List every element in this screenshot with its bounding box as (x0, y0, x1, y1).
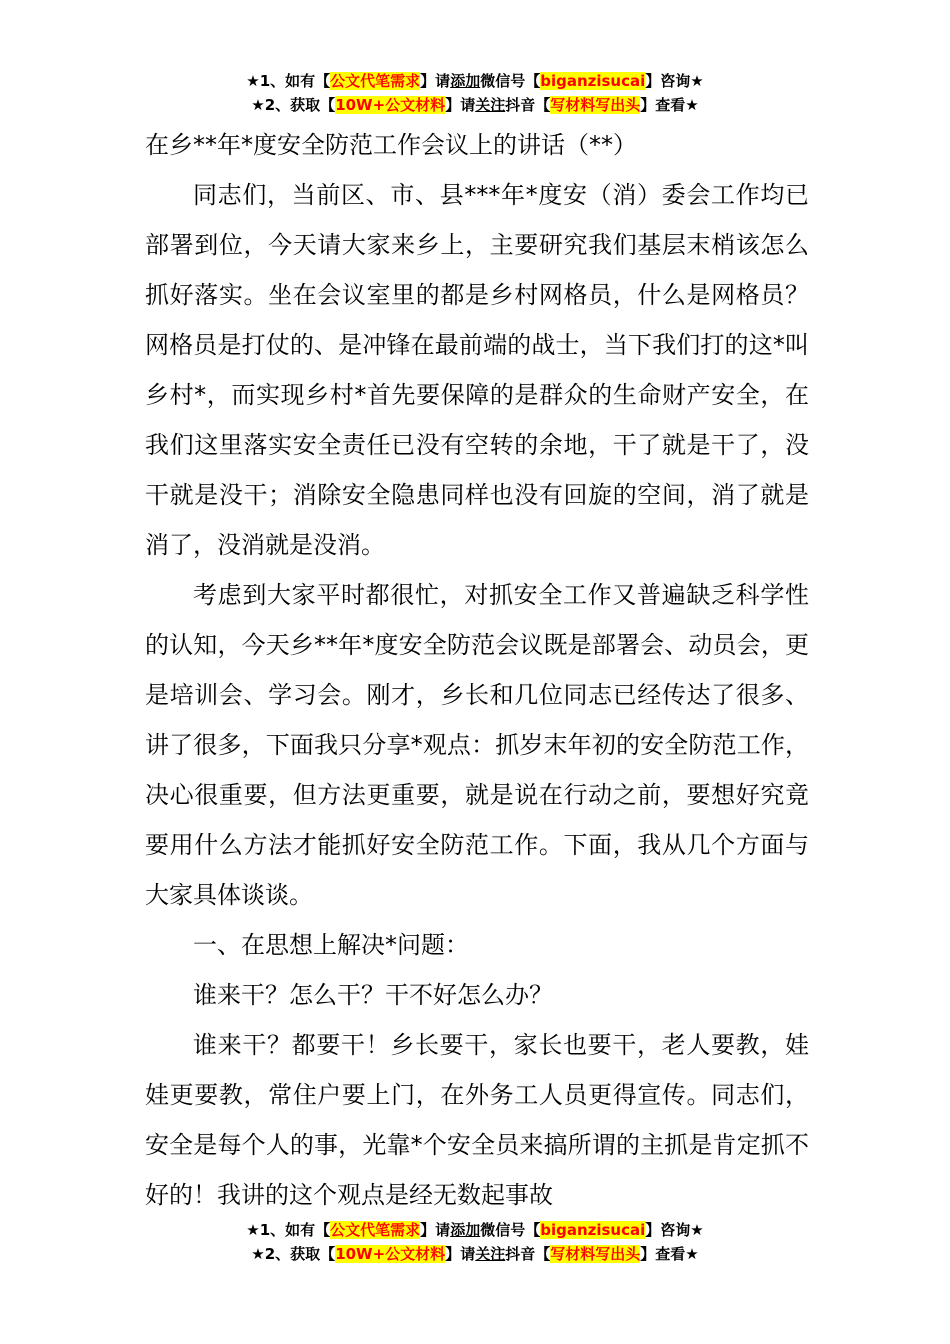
document-title: 在乡**年*度安全防范工作会议上的讲话（**） (145, 131, 637, 159)
paragraph: 谁来干？怎么干？干不好怎么办？ (193, 981, 553, 1009)
paragraph: 考虑到大家平时都很忙，对抓安全工作又普遍缺乏科学性的认知，今天乡**年*度安全防范会议既是部署会、动员会，更是培训会、学习会。刚才，乡长和几位同志已经传达了很多、讲了很多，下面我只分享*观点：抓岁末年初的安全防范工作，决心很重要，但方法更重要，就是说在行动之前，要想好究竟要用什么方法才能抓好安全防范工作。下面，我从几个方面与大家具体谈谈。 (145, 581, 809, 909)
promo-line-1: ★1、如有【公文代笔需求】请添加微信号【biganzisucai】咨询★ (246, 1221, 704, 1239)
paragraph: 同志们，当前区、市、县***年*度安（消）委会工作均已部署到位，今天请大家来乡上，主要研究我们基层末梢该怎么抓好落实。坐在会议室里的都是乡村网格员，什么是网格员？网格员是打仗的、是冲锋在最前端的战士，当下我们打的这*叫乡村*，而实现乡村*首先要保障的是群众的生命财产安全，在我们这里落实安全责任已没有空转的余地，干了就是干了，没干就是没干；消除安全隐患同样也没有回旋的空间，消了就是消了，没消就是没消。 (145, 181, 809, 559)
highlight-ghostwriting: 公文代笔需求 (330, 1221, 421, 1239)
highlight-douyin-id: 写材料写出头 (550, 96, 641, 114)
highlight-materials: 10W+公文材料 (335, 1245, 446, 1263)
promo-line-2: ★2、获取【10W+公文材料】请关注抖音【写材料写出头】查看★ (251, 1245, 699, 1263)
highlight-materials: 10W+公文材料 (335, 96, 446, 114)
bottom-promo-banner (0, 1218, 950, 1266)
highlight-douyin-id: 写材料写出头 (550, 1245, 641, 1263)
paragraph: 谁来干？都要干！乡长要干，家长也要干，老人要教，娃娃更要教，常住户要上门，在外务工人员更得宣传。同志们，安全是每个人的事，光靠*个安全员来搞所谓的主抓是肯定抓不好的！我讲的这个观点是经无数起事故 (145, 1031, 809, 1209)
document-body (145, 170, 809, 1220)
top-promo-banner (0, 69, 950, 117)
promo-line-1: ★1、如有【公文代笔需求】请添加微信号【biganzisucai】咨询★ (246, 72, 704, 90)
highlight-wechat-id: biganzisucai (540, 1221, 646, 1239)
promo-line-2: ★2、获取【10W+公文材料】请关注抖音【写材料写出头】查看★ (251, 96, 699, 114)
section-heading: 一、在思想上解决*问题： (193, 931, 469, 959)
highlight-ghostwriting: 公文代笔需求 (330, 72, 421, 90)
highlight-wechat-id: biganzisucai (540, 72, 646, 90)
